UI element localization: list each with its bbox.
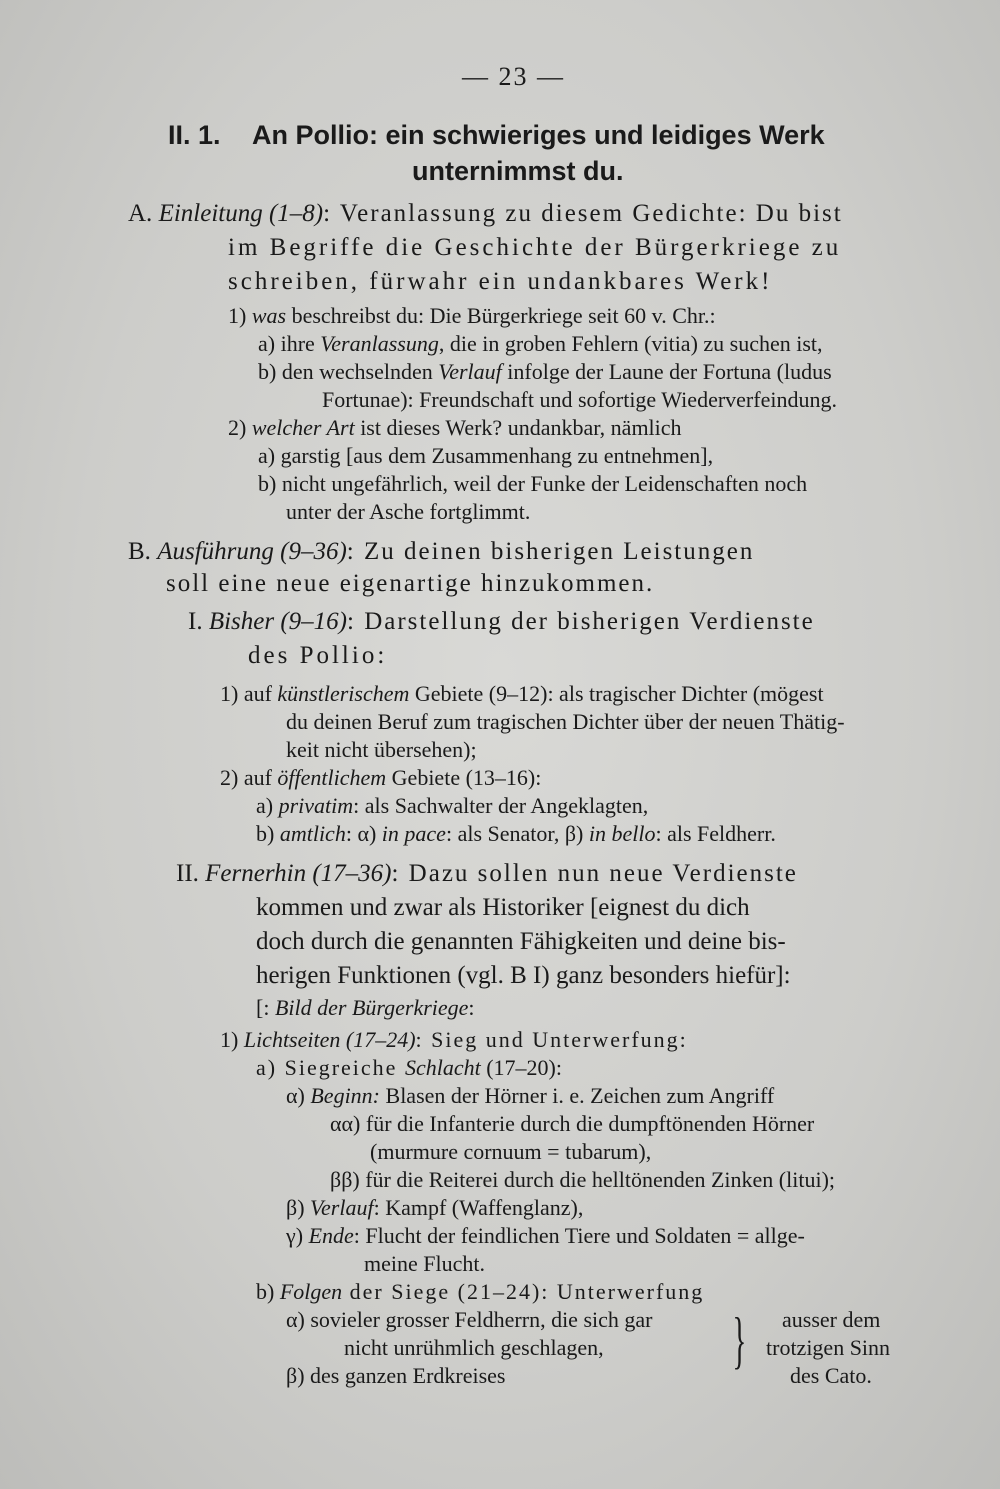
page-title-cont: unternimmst du. [412, 156, 624, 186]
curly-brace-icon: } [732, 1304, 747, 1375]
section-b-heading: B. Ausführung (9–36): Zu deinen bisherigen Leistungen [128, 538, 755, 565]
list-item-cont: du deinen Beruf zum tragischen Dichter über der neuen Thätig- [286, 709, 845, 734]
list-item: 1) auf künstlerischem Gebiete (9–12): als tragischer Dichter (mögest [220, 681, 824, 706]
list-item: a) privatim: als Sachwalter der Angeklagten, [256, 793, 649, 818]
brace-note: des Cato. [790, 1363, 872, 1388]
section-a-heading: A. Einleitung (1–8): Veranlassung zu diesem Gedichte: Du bist [128, 200, 843, 227]
brace-note: trotzigen Sinn [766, 1335, 891, 1360]
list-item: αα) für die Infanterie durch die dumpftönenden Hörner [330, 1111, 815, 1136]
page-title: An Pollio: ein schwieriges und leidiges Werk [252, 120, 825, 150]
subsection-ii-line: doch durch die genannten Fähigkeiten und deine bis- [256, 928, 786, 955]
list-item: a) Siegreiche Schlacht (17–20): [256, 1055, 562, 1080]
list-item: α) sovieler grosser Feldherrn, die sich gar [286, 1307, 653, 1332]
list-item: 1) was beschreibst du: Die Bürgerkriege seit 60 v. Chr.: [228, 303, 716, 328]
list-item: γ) Ende: Flucht der feindlichen Tiere und Soldaten = allge- [286, 1223, 805, 1248]
list-item: 1) Lichtseiten (17–24): Sieg und Unterwerfung: [220, 1027, 688, 1052]
page-number: — 23 — [462, 62, 565, 91]
section-label: II. 1. [168, 120, 221, 150]
list-item-cont: nicht unrühmlich geschlagen, [344, 1335, 604, 1360]
list-item: b) Folgen der Siege (21–24): Unterwerfung [256, 1279, 705, 1304]
subsection-ii-heading: II. Fernerhin (17–36): Dazu sollen nun neue Verdienste [176, 860, 798, 887]
list-item: b) nicht ungefährlich, weil der Funke der Leidenschaften noch [258, 471, 808, 496]
subsection-ii-line: [: Bild der Bürgerkriege: [256, 995, 475, 1020]
list-item: a) garstig [aus dem Zusammenhang zu entnehmen], [258, 443, 714, 468]
list-item-cont: meine Flucht. [364, 1251, 485, 1276]
list-item-cont: unter der Asche fortglimmt. [286, 499, 531, 524]
list-item: α) Beginn: Blasen der Hörner i. e. Zeichen zum Angriff [286, 1083, 775, 1108]
subsection-i-heading: I. Bisher (9–16): Darstellung der bisherigen Verdienste [188, 608, 815, 635]
subsection-ii-line: herigen Funktionen (vgl. B I) ganz besonders hiefür]: [256, 962, 791, 989]
section-b-line: soll eine neue eigenartige hinzukommen. [166, 570, 655, 597]
list-item: 2) auf öffentlichem Gebiete (13–16): [220, 765, 542, 790]
list-item: b) den wechselnden Verlauf infolge der Laune der Fortuna (ludus [258, 359, 832, 384]
list-item: 2) welcher Art ist dieses Werk? undankbar, nämlich [228, 415, 682, 440]
list-item-cont: (murmure cornuum = tubarum), [370, 1139, 652, 1164]
subsection-i-line: des Pollio: [248, 642, 388, 669]
list-item: ββ) für die Reiterei durch die helltönenden Zinken (litui); [330, 1167, 836, 1192]
list-item: b) amtlich: α) in pace: als Senator, β) in bello: als Feldherr. [256, 821, 776, 846]
section-a-line: im Begriffe die Geschichte der Bürgerkriege zu [228, 234, 842, 261]
list-item: β) Verlauf: Kampf (Waffenglanz), [286, 1195, 584, 1220]
list-item: a) ihre Veranlassung, die in groben Fehlern (vitia) zu suchen ist, [258, 331, 823, 356]
list-item-cont: Fortunae): Freundschaft und sofortige Wiederverfeindung. [322, 387, 837, 412]
brace-note: ausser dem [782, 1307, 881, 1332]
list-item: β) des ganzen Erdkreises [286, 1363, 506, 1388]
subsection-ii-line: kommen und zwar als Historiker [eignest du dich [256, 894, 750, 921]
section-a-line: schreiben, fürwahr ein undankbares Werk! [228, 268, 773, 295]
list-item-cont: keit nicht übersehen); [286, 737, 477, 762]
